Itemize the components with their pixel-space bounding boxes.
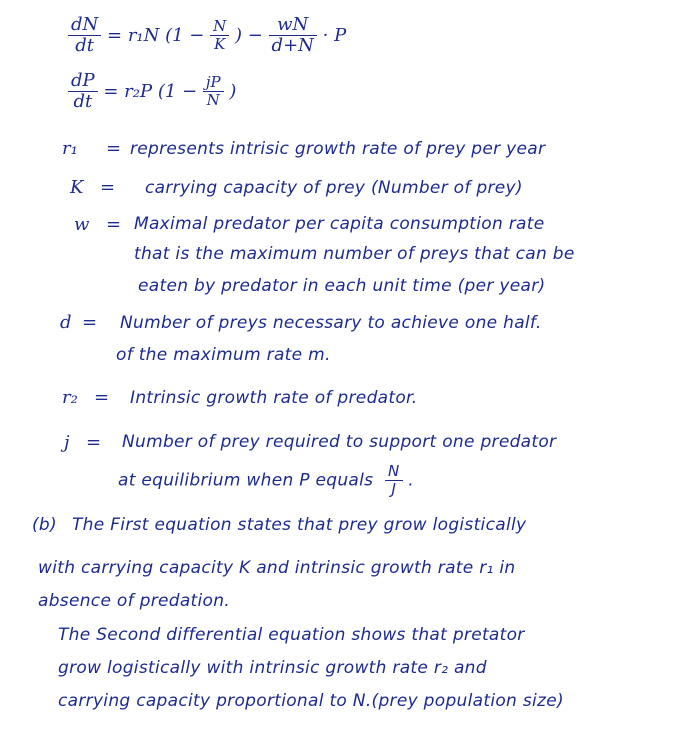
def-r1-sep: = xyxy=(106,138,122,159)
eq1-rhs-b: ) − xyxy=(234,24,263,46)
eq1-frac1-num: N xyxy=(210,19,229,36)
eq2-rhs-a: = r₂P (1 − xyxy=(103,80,198,102)
def-d-line-1: Number of preys necessary to achieve one half. xyxy=(120,313,542,333)
def-j-sep: = xyxy=(86,432,102,453)
def-w-sep: = xyxy=(106,214,122,235)
equation-1 xyxy=(68,16,346,56)
def-w-symbol: w xyxy=(74,214,90,235)
def-j-fraction xyxy=(385,464,403,497)
part-b-para1-line-2: with carrying capacity K and intrinsic growth rate r₁ in xyxy=(38,558,516,578)
part-b-label: (b) xyxy=(32,515,57,535)
part-b-para1-line-1: The First equation states that prey grow logistically xyxy=(72,515,527,535)
def-k-line-1: carrying capacity of prey (Number of prey) xyxy=(145,178,523,198)
def-d-line-2: of the maximum rate m. xyxy=(116,345,331,365)
def-k-symbol: K xyxy=(70,177,84,198)
def-r1-line-1: represents intrisic growth rate of prey per year xyxy=(130,139,546,159)
def-r1-symbol: r₁ xyxy=(62,138,78,159)
def-r2-sep: = xyxy=(94,387,110,408)
eq1-frac2-den: d+N xyxy=(271,34,314,56)
eq1-frac2-num: wN xyxy=(269,16,317,36)
def-j-line-1: Number of prey required to support one predator xyxy=(122,432,557,452)
eq2-frac-den: N xyxy=(206,90,220,109)
def-w-line-3: eaten by predator in each unit time (per year) xyxy=(138,276,546,296)
eq1-lhs-fraction xyxy=(68,16,101,56)
eq2-frac xyxy=(203,75,224,108)
eq2-rhs-b: ) xyxy=(229,80,237,102)
def-r2-line-1: Intrinsic growth rate of predator. xyxy=(130,388,418,408)
eq1-rhs-c: · P xyxy=(322,24,347,46)
part-b-para2-line-3: carrying capacity proportional to N.(prey population size) xyxy=(58,691,564,711)
def-d-sep: = xyxy=(82,312,98,333)
eq1-lhs-num: dN xyxy=(68,16,101,36)
def-j-frac-den: J xyxy=(391,479,397,498)
def-r2-symbol: r₂ xyxy=(62,387,78,408)
def-j-symbol: j xyxy=(64,432,70,453)
eq1-frac1-den: K xyxy=(214,34,226,53)
eq2-lhs-num: dP xyxy=(68,72,98,92)
def-w-line-1: Maximal predator per capita consumption rate xyxy=(134,214,545,234)
part-b-para1-line-3: absence of predation. xyxy=(38,591,231,611)
part-b-para2-line-2: grow logistically with intrinsic growth rate r₂ and xyxy=(58,658,487,678)
part-b-para2-line-1: The Second differential equation shows that pretator xyxy=(58,625,525,645)
eq2-lhs-den: dt xyxy=(73,90,93,112)
equation-2 xyxy=(68,72,236,112)
eq1-frac1 xyxy=(210,19,229,52)
eq1-frac2 xyxy=(269,16,317,56)
def-j-frac-num: N xyxy=(385,464,403,481)
def-d-symbol: d xyxy=(60,312,72,333)
eq1-rhs-a: = r₁N (1 − xyxy=(107,24,205,46)
def-k-sep: = xyxy=(100,177,116,198)
def-j-line-2-wrap: at equilibrium when P equals $\frac{N}{J}$ . xyxy=(118,462,415,498)
def-j-line-2: at equilibrium when P equals xyxy=(118,470,374,491)
eq2-frac-num: jP xyxy=(203,75,224,92)
def-w-line-2: that is the maximum number of preys that can be xyxy=(134,244,575,264)
eq1-lhs-den: dt xyxy=(75,34,95,56)
eq2-lhs-fraction xyxy=(68,72,98,112)
